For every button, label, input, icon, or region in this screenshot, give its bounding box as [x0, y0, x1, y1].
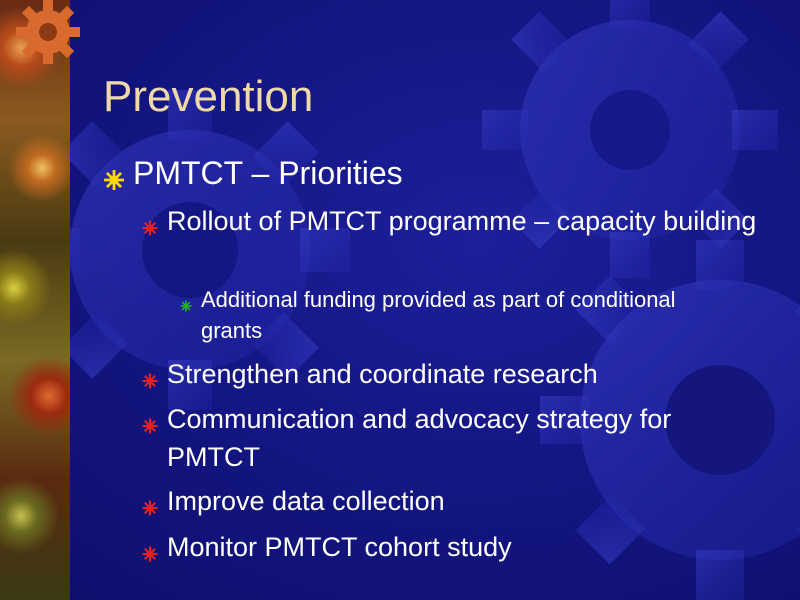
bullet-text: Improve data collection	[167, 486, 445, 516]
bullet-item	[142, 355, 762, 393]
bullet-item	[103, 154, 763, 192]
bullet-text: Rollout of PMTCT programme – capacity building	[167, 206, 757, 236]
bullet-text: PMTCT – Priorities	[133, 155, 403, 191]
bullet-item	[142, 528, 762, 566]
starburst-bullet-icon	[142, 408, 158, 443]
bullet-text: Communication and advocacy strategy for PMTCT	[167, 404, 672, 472]
bullet-text: Additional funding provided as part of conditional grants	[201, 287, 676, 343]
slide-title: Prevention	[103, 72, 314, 121]
bullet-text: Monitor PMTCT cohort study	[167, 532, 512, 562]
starburst-bullet-icon	[142, 490, 158, 525]
starburst-bullet-icon	[142, 363, 158, 398]
bullet-item	[142, 482, 762, 520]
bullet-text: Strengthen and coordinate research	[167, 359, 598, 389]
starburst-bullet-icon	[180, 291, 192, 320]
starburst-bullet-icon	[142, 210, 158, 245]
bullet-item	[142, 400, 762, 476]
bullet-item	[142, 202, 762, 240]
bullet-item	[180, 284, 740, 346]
starburst-bullet-icon	[142, 536, 158, 571]
starburst-bullet-icon	[103, 160, 125, 202]
